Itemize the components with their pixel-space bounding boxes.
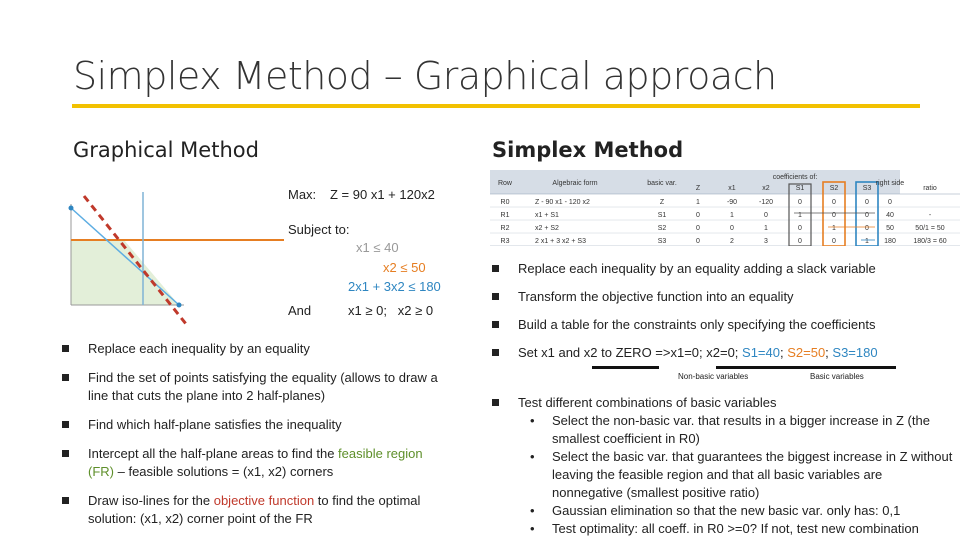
table-cell-value: 50 <box>886 225 894 232</box>
table-cell-algebraic: Z - 90 x1 - 120 x2 <box>535 199 590 206</box>
list-item: Draw iso-lines for the objective function to find the optimal solution: (x1, x2) corner point of the FR <box>62 492 442 528</box>
simplex-method-heading: Simplex Method <box>492 138 684 162</box>
table-cell-value: 1 <box>865 238 869 245</box>
table-cell-ratio: 50/1 = 50 <box>915 225 945 232</box>
table-cell-value: 1 <box>696 199 700 206</box>
header-right-side: right side <box>875 180 905 187</box>
table-cell-value: 0 <box>696 225 700 232</box>
table-cell-value: 0 <box>798 238 802 245</box>
constraint-2: x2 ≤ 50 <box>383 260 426 275</box>
list-item: • Gaussian elimination so that the new basic var. only has: 0,1 <box>530 503 901 518</box>
table-cell-row: R3 <box>500 238 510 245</box>
constraint-1: x1 ≤ 40 <box>356 240 399 255</box>
list-item: Set x1 and x2 to ZERO =>x1=0; x2=0; S1=40; S2=50; S3=180 <box>492 344 937 362</box>
table-cell-value: 0 <box>696 212 700 219</box>
non-basic-label: Non-basic variables <box>678 372 749 381</box>
table-cell-row: R1 <box>500 212 510 219</box>
table-cell-value: 40 <box>886 212 894 219</box>
corner-point <box>177 303 182 308</box>
table-cell-value: 2 <box>730 238 734 245</box>
table-cell-value: 0 <box>865 212 869 219</box>
table-cell-value: 0 <box>832 199 836 206</box>
table-cell-value: 1 <box>832 225 836 232</box>
header-ratio: ratio <box>923 185 937 192</box>
header-x1: x1 <box>728 185 736 192</box>
table-cell-basic: S1 <box>657 212 667 219</box>
table-cell-value: 0 <box>798 199 802 206</box>
and-label: And <box>288 303 312 318</box>
list-item: • Select the basic var. that guarantees the biggest increase in Z without leaving the feasible region and that all basic variables are nonnegative (smallest positive ratio) <box>530 449 953 500</box>
slide-title: Simplex Method – Graphical approach <box>73 54 777 98</box>
table-cell-value: 0 <box>696 238 700 245</box>
subject-label: Subject to: <box>288 222 350 237</box>
table-cell-value: 0 <box>888 199 892 206</box>
basic-underline <box>716 366 896 369</box>
objective-function-term: objective function <box>213 493 315 508</box>
test-step <box>492 394 937 412</box>
graphical-method-heading: Graphical Method <box>73 138 259 162</box>
header-s1: S1 <box>795 185 805 192</box>
title-underline <box>72 104 920 108</box>
simplex-tableau <box>490 170 960 246</box>
table-cell-value: 180 <box>884 238 896 245</box>
corner-point <box>69 206 74 211</box>
table-cell-row: R2 <box>500 225 510 232</box>
objective-function: Z = 90 x1 + 120x2 <box>330 187 435 202</box>
table-cell-value: 1 <box>764 225 768 232</box>
table-cell-value: -90 <box>726 199 738 206</box>
graphical-plot <box>64 182 294 332</box>
graphical-steps <box>62 340 442 528</box>
header-x2: x2 <box>762 185 770 192</box>
list-item: Replace each inequality by an equality <box>62 340 442 358</box>
list-item: • Test optimality: all coeff. in R0 >=0? If not, test new combination <box>530 521 919 536</box>
test-sub-steps <box>530 412 955 538</box>
feasible-region-term: feasible region (FR) <box>88 446 423 479</box>
list-item: Build a table for the constraints only specifying the coefficients <box>492 316 937 334</box>
table-cell-basic: Z <box>659 199 665 206</box>
table-cell-ratio: 180/3 = 60 <box>913 238 947 245</box>
nonnegativity: x1 ≥ 0; x2 ≥ 0 <box>348 303 434 318</box>
constraint-3: 2x1 + 3x2 ≤ 180 <box>348 279 441 294</box>
list-item: Find the set of points satisfying the equality (allows to draw a line that cuts the plane into 2 half-planes) <box>62 369 442 405</box>
non-basic-underline <box>592 366 659 369</box>
list-item: Test different combinations of basic variables <box>492 394 937 412</box>
table-cell-basic: S3 <box>657 238 667 245</box>
table-cell-algebraic: 2 x1 + 3 x2 + S3 <box>535 238 586 245</box>
header-s2: S2 <box>829 185 839 192</box>
header-z: Z <box>695 185 701 192</box>
table-cell-basic: S2 <box>657 225 667 232</box>
basic-label: Basic variables <box>810 372 864 381</box>
list-item: Transform the objective function into an equality <box>492 288 937 306</box>
simplex-steps <box>492 260 937 362</box>
table-cell-value: -120 <box>758 199 774 206</box>
list-item: Replace each inequality by an equality adding a slack variable <box>492 260 937 278</box>
table-cell-value: 1 <box>730 212 734 219</box>
header-row: Row <box>497 180 513 187</box>
table-cell-value: 0 <box>730 225 734 232</box>
table-cell-value: 0 <box>798 225 802 232</box>
table-cell-algebraic: x2 + S2 <box>535 225 559 232</box>
list-item: • Select the non-basic var. that results in a bigger increase in Z (the smallest coefficient in R0) <box>530 413 930 446</box>
max-label: Max: <box>288 187 317 202</box>
table-cell-ratio: - <box>928 212 932 219</box>
table-cell-value: 0 <box>865 199 869 206</box>
table-cell-value: 0 <box>832 238 836 245</box>
table-cell-value: 0 <box>832 212 836 219</box>
group-header: coefficients of: <box>772 174 818 181</box>
list-item: Intercept all the half-plane areas to find the feasible region (FR) – feasible solutions = (x1, x2) corners <box>62 445 442 481</box>
table-cell-row: R0 <box>500 199 510 206</box>
header-basic: basic var. <box>647 180 677 187</box>
header-algebraic: Algebraic form <box>552 180 598 187</box>
list-item: Find which half-plane satisfies the inequality <box>62 416 442 434</box>
table-cell-algebraic: x1 + S1 <box>535 212 559 219</box>
table-cell-value: 0 <box>865 225 869 232</box>
header-s3: S3 <box>862 185 872 192</box>
table-cell-value: 1 <box>798 212 802 219</box>
table-cell-value: 0 <box>764 212 768 219</box>
table-cell-value: 3 <box>764 238 768 245</box>
